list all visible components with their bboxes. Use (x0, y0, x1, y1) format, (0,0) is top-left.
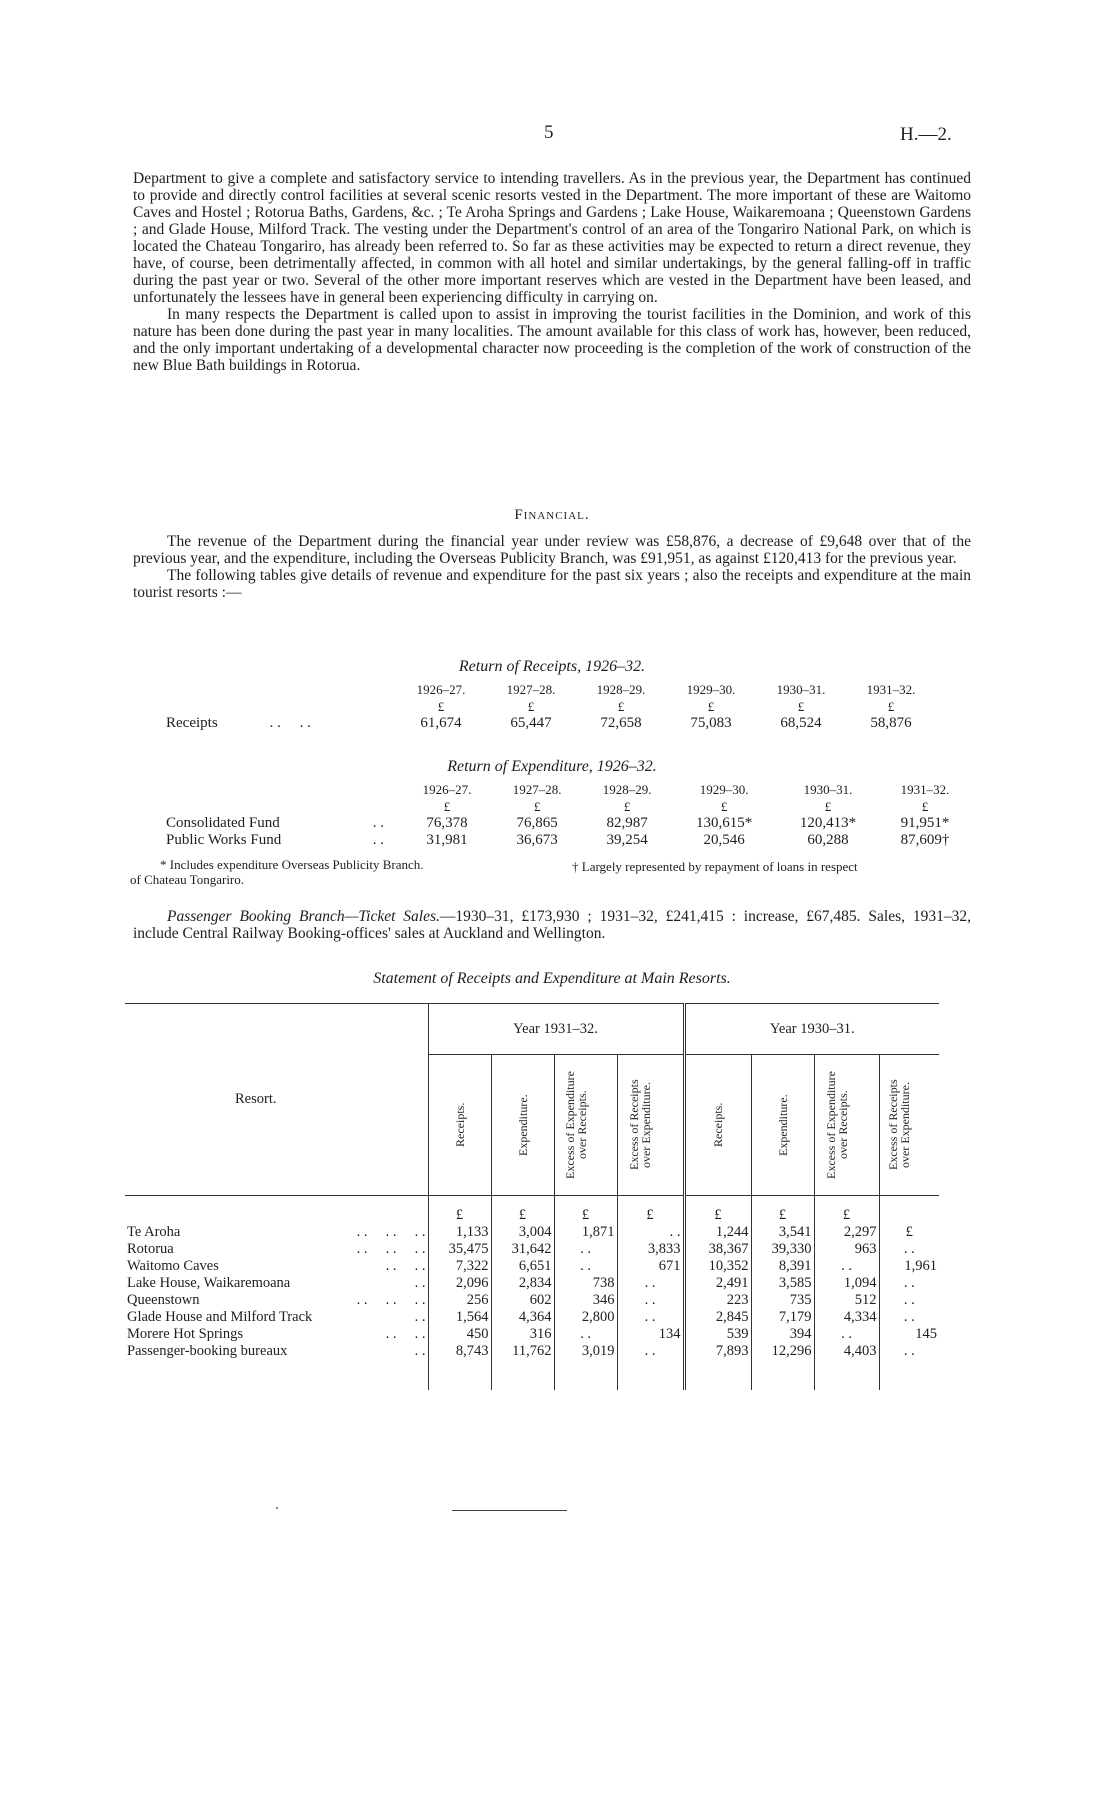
cell: 7,322 (428, 1258, 491, 1275)
receipts-year: 1929–30. (686, 681, 736, 697)
currency-symbol: £ (921, 798, 929, 814)
cell: . . (879, 1343, 939, 1360)
cell: 7,179 (751, 1309, 814, 1326)
resort-row (125, 1343, 939, 1360)
cell: . . (879, 1241, 939, 1258)
expenditure-row-label: Public Works Fund (166, 832, 282, 848)
expenditure-value: 120,413* (799, 815, 857, 831)
passenger-paragraph (133, 908, 971, 942)
receipts-year: 1927–28. (506, 681, 556, 697)
cell: 346 (554, 1292, 617, 1309)
footnote-dagger-continued: of Chateau Tongariro. (130, 872, 245, 887)
leader-dots: . . (414, 1274, 426, 1291)
intro-section (133, 170, 971, 374)
financial-paragraph-2: The following tables give details of revenue and expenditure for the past six years ; also the receipts and expenditure at the main tourist resorts :— (133, 567, 971, 601)
cell: . . (617, 1343, 684, 1360)
cell: . . (617, 1224, 684, 1241)
financial-paragraph-1: The revenue of the Department during the financial year under review was £58,876, a decrease of £9,648 over that of the previous year, and the expenditure, including the Overseas Publicity Branch, was £91,951, as against £120,413 for the previous year. (133, 533, 971, 567)
cell: . . (617, 1275, 684, 1292)
leader-dots: . . . . (385, 1257, 426, 1274)
cell: 8,391 (751, 1258, 814, 1275)
cell: 602 (491, 1292, 554, 1309)
leader-dots: . . (372, 832, 384, 848)
cell: 1,133 (428, 1224, 491, 1241)
cell: . . (879, 1275, 939, 1292)
cell: 134 (617, 1326, 684, 1343)
expenditure-value: 82,987 (606, 815, 648, 831)
cell: 1,871 (554, 1224, 617, 1241)
footnote-star: * Includes expenditure Overseas Publicity Branch. (160, 857, 424, 872)
expenditure-row-label: Consolidated Fund (166, 815, 280, 831)
receipts-year: 1930–31. (776, 681, 826, 697)
receipts-value: 61,674 (420, 715, 462, 731)
expenditure-value: 20,546 (703, 832, 745, 848)
col-receipts: Receipts. (452, 1102, 467, 1148)
cell: 2,297 (814, 1224, 879, 1241)
cell: 11,762 (491, 1343, 554, 1360)
cell: 1,244 (684, 1224, 751, 1241)
col-excess-expenditure: Excess of Expenditure over Receipts. (823, 1071, 850, 1179)
cell: 1,564 (428, 1309, 491, 1326)
financial-heading: Financial. (514, 507, 590, 523)
cell: 39,330 (751, 1241, 814, 1258)
cell: 6,651 (491, 1258, 554, 1275)
cell: 735 (751, 1292, 814, 1309)
currency-symbol: £ (720, 798, 728, 814)
receipts-year: 1931–32. (866, 681, 916, 697)
cell: 450 (428, 1326, 491, 1343)
cell: 4,334 (814, 1309, 879, 1326)
expenditure-value: 87,609† (900, 832, 950, 848)
resort-row (125, 1258, 939, 1275)
expenditure-row (166, 832, 970, 849)
leader-dots: . . . . . . (356, 1223, 426, 1240)
cell: 8,743 (428, 1343, 491, 1360)
resort-name: Te Aroha (127, 1223, 181, 1240)
leader-dots: . . . . . . (356, 1240, 426, 1257)
expenditure-year: 1930–31. (803, 781, 853, 797)
col-excess-expenditure: Excess of Expenditure over Receipts. (562, 1071, 589, 1179)
cell: 963 (814, 1241, 879, 1258)
cell: . . (879, 1292, 939, 1309)
cell: 2,845 (684, 1309, 751, 1326)
expenditure-year: 1931–32. (900, 781, 950, 797)
currency-symbol: £ (623, 798, 631, 814)
resort-row (125, 1275, 939, 1292)
receipts-year: 1928–29. (596, 681, 646, 697)
resort-name: Rotorua (127, 1240, 174, 1257)
passenger-text: —1930–31, £173,930 ; 1931–32, £241,415 : increase, £67,485. Sales, 1931–32, include Central Railway Booking-offices' sales at Auckland and Wellington. (133, 908, 972, 942)
resort-column-header: Resort. (125, 1004, 428, 1196)
passenger-section (133, 908, 971, 942)
expenditure-row (166, 815, 970, 832)
financial-section (133, 533, 971, 601)
expenditure-value: 31,981 (426, 832, 468, 848)
cell: 1,094 (814, 1275, 879, 1292)
cell: . . (554, 1258, 617, 1275)
expenditure-year: 1927–28. (512, 781, 562, 797)
cell: 145 (879, 1326, 939, 1343)
col-expenditure: Expenditure. (515, 1094, 530, 1156)
cell: . . (814, 1326, 879, 1343)
currency-symbol: £ (814, 1196, 879, 1224)
currency-symbol: £ (554, 1196, 617, 1224)
expenditure-table (166, 781, 970, 849)
footnote-dagger: † Largely represented by repayment of loans in respect (572, 859, 858, 874)
cell: . . (617, 1309, 684, 1326)
currency-symbol: £ (527, 698, 535, 714)
leader-dots: . . (372, 815, 384, 831)
leader-dots: . . (414, 1342, 426, 1359)
resort-row (125, 1292, 939, 1309)
receipts-value: 68,524 (780, 715, 822, 731)
cell: 7,893 (684, 1343, 751, 1360)
leader-dots: . . (414, 1308, 426, 1325)
cell: . . (814, 1258, 879, 1275)
cell: 12,296 (751, 1343, 814, 1360)
resort-row (125, 1326, 939, 1343)
cell: 539 (684, 1326, 751, 1343)
currency-symbol: £ (797, 698, 805, 714)
cell: 671 (617, 1258, 684, 1275)
cell: 256 (428, 1292, 491, 1309)
expenditure-value: 76,378 (426, 815, 468, 831)
currency-symbol: £ (491, 1196, 554, 1224)
expenditure-value: 130,615* (695, 815, 753, 831)
resort-name: Lake House, Waikaremoana (127, 1274, 291, 1291)
receipts-table-title: Return of Receipts, 1926–32. (458, 658, 646, 675)
cell: 3,541 (751, 1224, 814, 1241)
expenditure-value: 60,288 (807, 832, 849, 848)
cell: 4,364 (491, 1309, 554, 1326)
cell: 10,352 (684, 1258, 751, 1275)
currency-symbol: £ (684, 1196, 751, 1224)
currency-symbol: £ (707, 698, 715, 714)
receipts-value: 58,876 (870, 715, 912, 731)
cell: 4,403 (814, 1343, 879, 1360)
cell: 3,833 (617, 1241, 684, 1258)
page-number: 5 (544, 122, 554, 143)
year-1930-header: Year 1930–31. (684, 1004, 939, 1055)
currency-symbol: £ (428, 1196, 491, 1224)
cell: 31,642 (491, 1241, 554, 1258)
receipts-value: 65,447 (510, 715, 552, 731)
cell: 512 (814, 1292, 879, 1309)
cell: 2,096 (428, 1275, 491, 1292)
cell: 3,004 (491, 1224, 554, 1241)
cell: 35,475 (428, 1241, 491, 1258)
year-1931-header: Year 1931–32. (428, 1004, 684, 1055)
cell: 223 (684, 1292, 751, 1309)
leader-dots: . . . . (385, 1325, 426, 1342)
cell: . . (879, 1309, 939, 1326)
leader-dots: . . . . (269, 715, 311, 731)
resort-row (125, 1309, 939, 1326)
resorts-table (125, 1003, 939, 1390)
resort-name: Morere Hot Springs (127, 1325, 243, 1342)
expenditure-year: 1926–27. (422, 781, 472, 797)
closing-rule (452, 1510, 567, 1511)
receipts-year: 1926–27. (416, 681, 466, 697)
resort-name: Passenger-booking bureaux (127, 1342, 288, 1359)
expenditure-value: 39,254 (606, 832, 648, 848)
cell: . . (617, 1292, 684, 1309)
col-receipts: Receipts. (711, 1102, 725, 1148)
currency-symbol: £ (437, 698, 445, 714)
currency-symbol: £ (887, 698, 895, 714)
currency-symbol: £ (533, 798, 541, 814)
cell: 738 (554, 1275, 617, 1292)
resort-name: Waitomo Caves (127, 1257, 219, 1274)
expenditure-value: 91,951* (900, 815, 950, 831)
cell: 394 (751, 1326, 814, 1343)
resorts-table-title: Statement of Receipts and Expenditure at Main Resorts. (373, 970, 731, 987)
cell: 2,834 (491, 1275, 554, 1292)
cell: 3,585 (751, 1275, 814, 1292)
expenditure-year: 1929–30. (699, 781, 749, 797)
cell: 2,491 (684, 1275, 751, 1292)
currency-symbol: £ (751, 1196, 814, 1224)
receipts-value: 72,658 (600, 715, 642, 731)
resort-row (125, 1241, 939, 1258)
col-expenditure: Expenditure. (775, 1094, 790, 1156)
cell: 316 (491, 1326, 554, 1343)
currency-symbol: £ (617, 1196, 684, 1224)
cell: 3,019 (554, 1343, 617, 1360)
col-excess-receipts: Excess of Receipts over Expenditure. (886, 1079, 913, 1171)
cell: 1,961 (879, 1258, 939, 1275)
cell: 2,800 (554, 1309, 617, 1326)
receipts-table (166, 681, 936, 732)
receipts-row-label: Receipts (166, 715, 218, 731)
resort-name: Queenstown (127, 1291, 200, 1308)
cell: £ (879, 1224, 939, 1241)
cell: . . (554, 1326, 617, 1343)
intro-paragraph-2: In many respects the Department is called upon to assist in improving the tourist facilities in the Dominion, and work of this nature has been done during the past year in many localities. The amount available for this class of work has, however, been reduced, and the only important undertaking of a developmental character now proceeding is the completion of the work of construction of the new Blue Bath buildings in Rotorua. (133, 306, 971, 374)
expenditure-value: 36,673 (516, 832, 558, 848)
expenditure-value: 76,865 (516, 815, 558, 831)
currency-symbol: £ (617, 698, 625, 714)
ink-speck (276, 1507, 278, 1509)
currency-symbol: £ (824, 798, 832, 814)
cell: . . (554, 1241, 617, 1258)
receipts-value: 75,083 (690, 715, 732, 731)
resort-name: Glade House and Milford Track (127, 1308, 313, 1325)
expenditure-table-title: Return of Expenditure, 1926–32. (447, 758, 657, 775)
passenger-heading: Passenger Booking Branch—Ticket Sales. (167, 908, 440, 925)
currency-symbol: £ (443, 798, 451, 814)
cell: 38,367 (684, 1241, 751, 1258)
intro-paragraph-1: Department to give a complete and satisfactory service to intending travellers. As in the previous year, the Department has continued to provide and directly control facilities at several scenic resorts vested in the Department. The more important of these are Waitomo Caves and Hostel ; Rotorua Baths, Gardens, &c. ; Te Aroha Springs and Gardens ; Lake House, Waikaremoana ; Queenstown Gardens ; and Glade House, Milford Track. The vesting under the Department's control of an area of the Tongariro National Park, on which is located the Chateau Tongariro, has already been referred to. So far as these activities may be expected to return a direct revenue, they have, of course, been detrimentally affected, in common with all hotel and similar undertakings, by the general falling-off in traffic during the past year or two. Several of the other more important reserves which are vested in the Department have been leased, and unfortunately the lessees have in general been experiencing difficulty in carrying on. (133, 170, 971, 306)
document-reference: H.—2. (900, 124, 952, 145)
leader-dots: . . . . . . (356, 1291, 426, 1308)
col-excess-receipts: Excess of Receipts over Expenditure. (627, 1079, 653, 1171)
resort-row (125, 1224, 939, 1241)
expenditure-year: 1928–29. (602, 781, 652, 797)
